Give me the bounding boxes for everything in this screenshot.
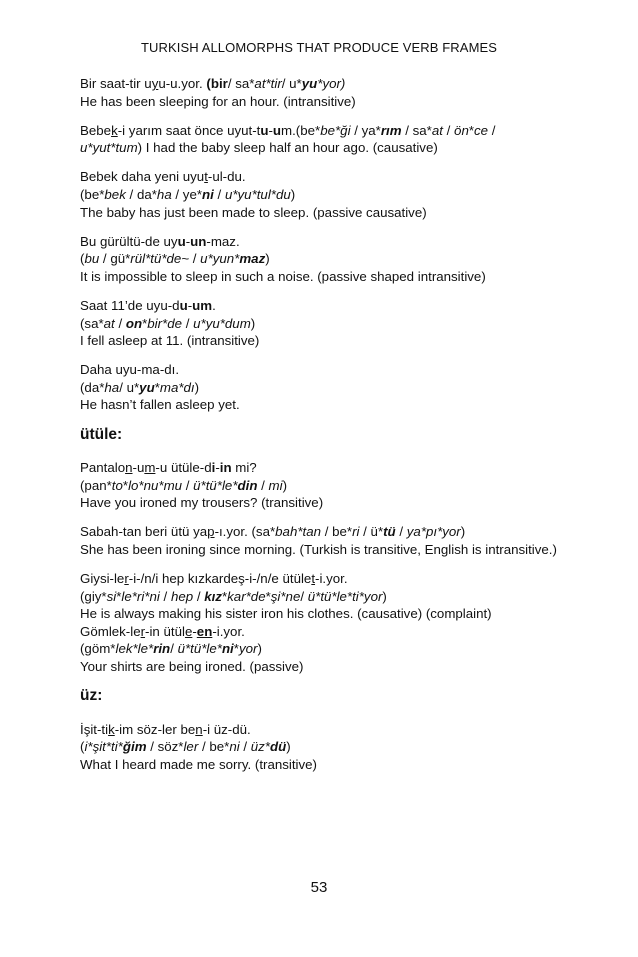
- example-giysilerini: [80, 570, 560, 676]
- page-number: 53: [310, 879, 328, 896]
- english-translation: I fell asleep at 11. (intransitive): [80, 333, 260, 349]
- syllable-breakdown: (sa*at / on*bir*de / u*yu*dum): [80, 315, 256, 331]
- syllable-breakdown-2: (göm*lek*le*rin/ ü*tü*le*ni*yor): [80, 641, 262, 657]
- english-translation-2: Your shirts are being ironed. (passive): [80, 659, 304, 675]
- turkish-sentence: Bebek daha yeni uyut-ul-du.: [80, 169, 246, 185]
- turkish-sentence: Sabah-tan beri ütü yap-ı.yor. (sa*bah*tan / be*ri / ü*tü / ya*pı*yor): [80, 524, 466, 540]
- english-translation: Have you ironed my trousers? (transitive): [80, 495, 324, 511]
- example-isittigim: [80, 721, 560, 774]
- turkish-sentence: Giysi-ler-i-/n/i hep kızkardeş-i-/n/e ütület-i.yor.: [80, 571, 348, 587]
- syllable-breakdown: (bu / gü*rül*tü*de~ / u*yun*maz): [80, 251, 270, 267]
- turkish-sentence: Bebek-i yarım saat önce uyut-tu-um.(be*be*ği / ya*rım / sa*at / ön*ce /: [80, 122, 496, 138]
- turkish-sentence: Pantalon-um-u ütüle-di-in mi?: [80, 460, 257, 476]
- example-uyumadi: [80, 361, 560, 414]
- example-bebegi-uyuttum: [80, 122, 560, 157]
- english-translation: The baby has just been made to sleep. (passive causative): [80, 204, 427, 220]
- english-translation: He is always making his sister iron his clothes. (causative) (complaint): [80, 606, 492, 622]
- turkish-sentence: Saat 11’de uyu-du-um.: [80, 297, 216, 313]
- example-uyudum: [80, 297, 560, 350]
- example-pantalonumu: [80, 459, 560, 512]
- syllable-breakdown: (pan*to*lo*nu*mu / ü*tü*le*din / mi): [80, 477, 288, 493]
- english-translation: It is impossible to sleep in such a noise. (passive shaped intransitive): [80, 268, 486, 284]
- document-body: [80, 75, 560, 785]
- section-heading-utule: ütüle:: [80, 425, 123, 443]
- turkish-sentence: Bir saat-tir uyu-u.yor. (bir/ sa*at*tir/ u*yu*yor): [80, 76, 346, 91]
- syllable-breakdown: (i*şit*ti*ğim / söz*ler / be*ni / üz*dü): [80, 739, 291, 755]
- turkish-sentence-continued: u*yut*tum) I had the baby sleep half an hour ago. (causative): [80, 140, 438, 156]
- example-bir-saat: [80, 75, 560, 110]
- example-bebek-uyutuldu: [80, 168, 560, 221]
- english-translation: He hasn’t fallen asleep yet.: [80, 397, 240, 413]
- turkish-sentence-2: Gömlek-ler-in ütüle-en-i.yor.: [80, 623, 245, 639]
- english-translation: He has been sleeping for an hour. (intransitive): [80, 93, 356, 109]
- turkish-sentence: Bu gürültü-de uyu-un-maz.: [80, 233, 240, 249]
- english-translation: She has been ironing since morning. (Turkish is transitive, English is intransitive.): [80, 541, 557, 557]
- turkish-sentence: Daha uyu-ma-dı.: [80, 362, 180, 378]
- example-uyunmaz: [80, 233, 560, 286]
- english-translation: What I heard made me sorry. (transitive): [80, 756, 317, 772]
- syllable-breakdown: (giy*si*le*ri*ni / hep / kız*kar*de*şi*ne/ ü*tü*le*ti*yor): [80, 588, 387, 604]
- page-header: TURKISH ALLOMORPHS THAT PRODUCE VERB FRAMES: [140, 40, 498, 55]
- syllable-breakdown: (be*bek / da*ha / ye*ni / u*yu*tul*du): [80, 186, 296, 202]
- section-heading-uz: üz:: [80, 687, 103, 705]
- syllable-breakdown: (da*ha/ u*yu*ma*dı): [80, 379, 200, 395]
- turkish-sentence: İşit-tik-im söz-ler ben-i üz-dü.: [80, 721, 251, 737]
- example-sabahtan: [80, 523, 560, 558]
